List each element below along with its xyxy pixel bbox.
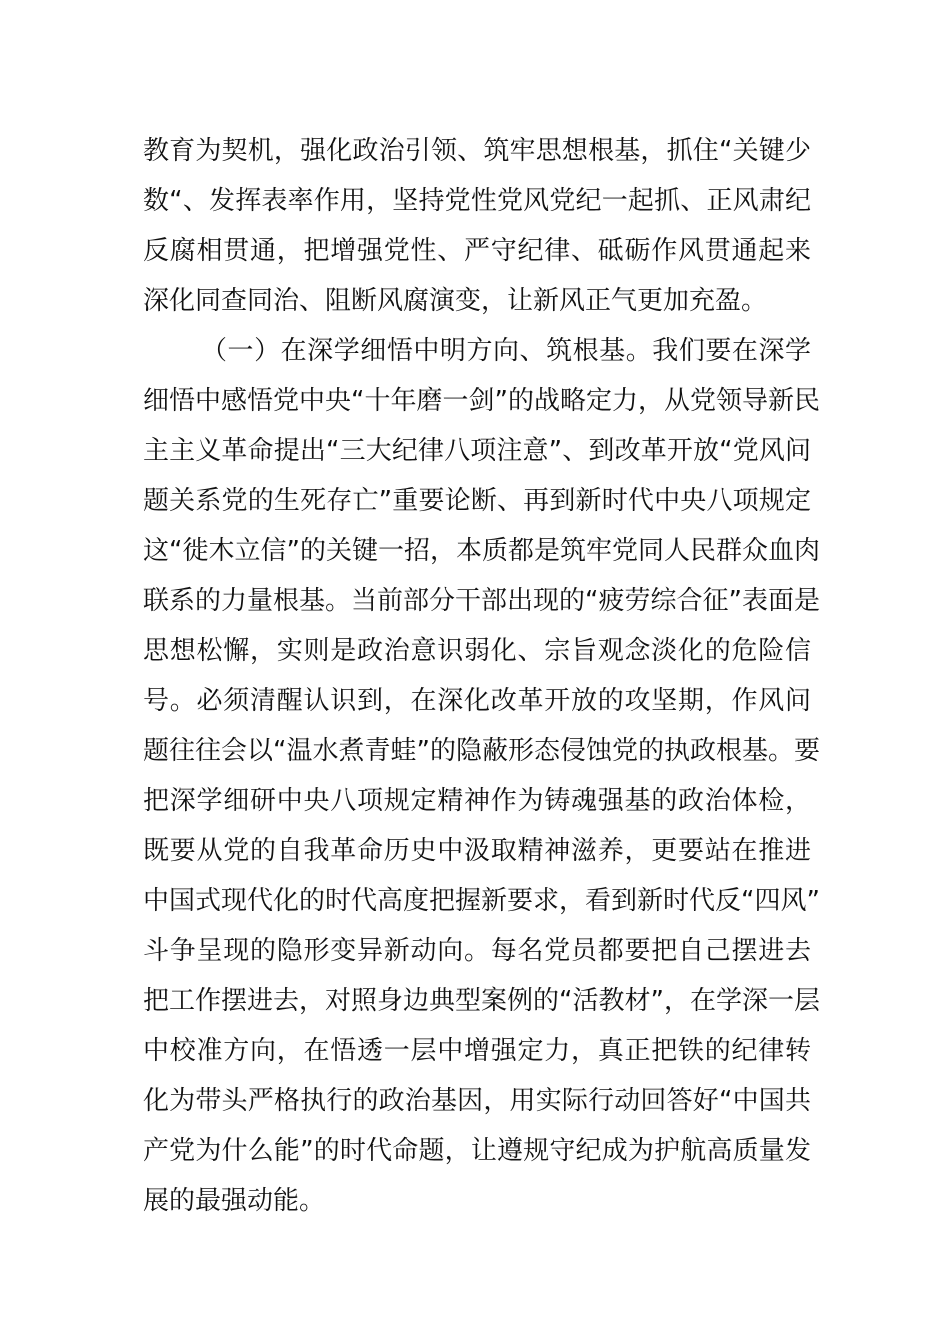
- paragraph-line: 思想松懈，实则是政治意识弱化、宗旨观念淡化的危险信: [143, 636, 811, 666]
- paragraph-line: 这“徙木立信”的关键一招，本质都是筑牢党同人民群众血肉: [143, 536, 820, 566]
- paragraph-line: 号。必须清醒认识到，在深化改革开放的攻坚期，作风问: [143, 686, 811, 716]
- paragraph-line: 细悟中感悟党中央“十年磨一剑”的战略定力，从党领导新民: [143, 386, 820, 416]
- paragraph-line: 教育为契机，强化政治引领、筑牢思想根基，抓住“关键少: [143, 136, 811, 166]
- paragraph-line: 题往往会以“温水煮青蛙”的隐蔽形态侵蚀党的执政根基。要: [143, 736, 820, 766]
- paragraph-line: 主主义革命提出“三大纪律八项注意”、到改革开放“党风问: [143, 436, 811, 466]
- section-heading-line: （一）在深学细悟中明方向、筑根基。我们要在深学: [201, 336, 811, 366]
- paragraph-line: 既要从党的自我革命历史中汲取精神滋养，更要站在推进: [143, 836, 811, 866]
- paragraph-line: 深化同查同治、阻断风腐演变，让新风正气更加充盈。: [143, 286, 768, 316]
- paragraph-line: 化为带头严格执行的政治基因，用实际行动回答好“中国共: [143, 1086, 811, 1116]
- paragraph-line: 中国式现代化的时代高度把握新要求，看到新时代反“四风”: [143, 886, 820, 916]
- paragraph-line: 反腐相贯通，把增强党性、严守纪律、砥砺作风贯通起来: [143, 236, 811, 266]
- paragraph-line: 展的最强动能。: [143, 1186, 326, 1216]
- paragraph-line: 数“、发挥表率作用，坚持党性党风党纪一起抓、正风肃纪: [143, 186, 811, 216]
- body-text: [143, 126, 820, 1226]
- paragraph-line: 题关系党的生死存亡”重要论断、再到新时代中央八项规定: [143, 486, 811, 516]
- paragraph-line: 中校准方向，在悟透一层中增强定力，真正把铁的纪律转: [143, 1036, 811, 1066]
- paragraph-line: 联系的力量根基。当前部分干部出现的“疲劳综合征”表面是: [143, 586, 820, 616]
- paragraph-line: 产党为什么能”的时代命题，让遵规守纪成为护航高质量发: [143, 1136, 811, 1166]
- paragraph-line: 斗争呈现的隐形变异新动向。每名党员都要把自己摆进去: [143, 936, 811, 966]
- paragraph-1: [143, 126, 811, 326]
- paragraph-2: [143, 326, 820, 1226]
- paragraph-line: 把深学细研中央八项规定精神作为铸魂强基的政治体检，: [143, 786, 811, 816]
- paragraph-line: 把工作摆进去，对照身边典型案例的“活教材”，在学深一层: [143, 986, 820, 1016]
